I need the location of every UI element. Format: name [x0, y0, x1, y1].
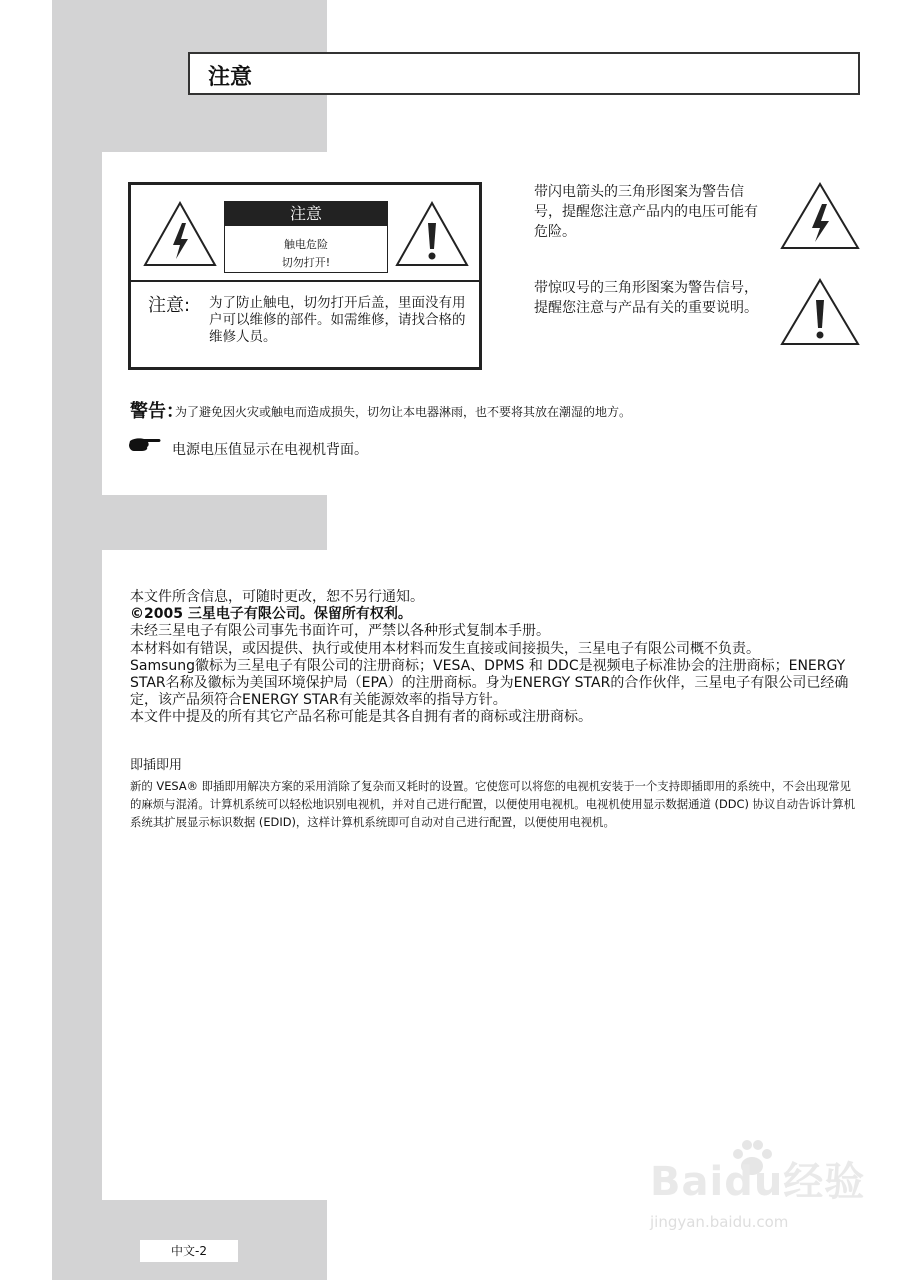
legal-notice — [130, 589, 850, 727]
watermark-brand: Baidu经验 — [650, 1159, 866, 1205]
pointing-hand-icon — [128, 435, 162, 453]
pnp-title: 即插即用 — [130, 758, 183, 773]
exclamation-triangle-icon — [780, 278, 860, 346]
lightning-note: 带闪电箭头的三角形图案为警告信号，提醒您注意产品内的电压可能有危险。 — [534, 184, 758, 240]
caution-label: 注意: — [148, 295, 191, 316]
power-voltage-note: 电源电压值显示在电视机背面。 — [172, 442, 368, 458]
caution-header — [224, 201, 388, 273]
warning-text: 为了避免因火灾或触电而造成损失，切勿让本电器淋雨，也不要将其放在潮湿的地方。 — [175, 405, 632, 419]
legal-line: ©2005 三星电子有限公司。保留所有权利。 — [130, 606, 412, 623]
exclamation-warning-icon — [395, 201, 469, 267]
caution-header-title: 注意 — [225, 202, 387, 226]
legal-line: 未经三星电子有限公司事先书面许可，严禁以各种形式复制本手册。 — [130, 623, 550, 640]
legal-line: Samsung徽标为三星电子有限公司的注册商标；VESA、DPMS 和 DDC是视频电子标准协会的注册商标；ENERGY STAR名称及徽标为美国环境保护局（EPA）的注册商标。身为ENERGY STAR的合作伙伴，三星电子有限公司已经确定，该产品须符合ENERGY STAR有关能源效率的指导方针。 — [130, 657, 849, 709]
page-title: 注意 — [208, 65, 253, 90]
caution-label-box — [128, 182, 482, 370]
exclamation-note: 带惊叹号的三角形图案为警告信号，提醒您注意与产品有关的重要说明。 — [534, 280, 758, 316]
legal-line: 本文件中提及的所有其它产品名称可能是其各自拥有者的商标或注册商标。 — [130, 709, 592, 726]
left-margin-band — [52, 0, 102, 1280]
caution-label-top — [131, 185, 479, 282]
watermark-url: jingyan.baidu.com — [650, 1213, 789, 1231]
title-box — [188, 52, 860, 95]
middle-gray-block — [52, 495, 327, 550]
lightning-warning-icon — [143, 201, 217, 267]
caution-text: 为了防止触电，切勿打开后盖，里面没有用户可以维修的部件。如需维修，请找合格的维修人员。 — [209, 295, 466, 345]
page-number: 中文-2 — [140, 1240, 238, 1262]
pnp-text: 新的 VESA® 即插即用解决方案的采用消除了复杂而又耗时的设置。它使您可以将您的电视机安装于一个支持即插即用的系统中，不会出现常见的麻烦与混淆。计算机系统可以轻松地识别电视机，并对自己进行配置，以便使用电视机。电视机使用显示数据通道 (DDC) 协议自动告诉计算机系统其扩展显示标识数据 (EDID)，这样计算机系统即可自动对自己进行配置，以便使用电视机。 — [130, 779, 856, 829]
lightning-triangle-icon — [780, 182, 860, 250]
caution-header-line2: 切勿打开! — [281, 256, 331, 269]
caution-header-line1: 触电危险 — [284, 238, 328, 251]
warning-label: 警告： — [130, 401, 184, 422]
legal-line: 本材料如有错误，或因提供、执行或使用本材料而发生直接或间接损失，三星电子有限公司概不负责。 — [130, 640, 760, 657]
legal-line: 本文件所含信息，可随时更改，恕不另行通知。 — [130, 589, 424, 605]
